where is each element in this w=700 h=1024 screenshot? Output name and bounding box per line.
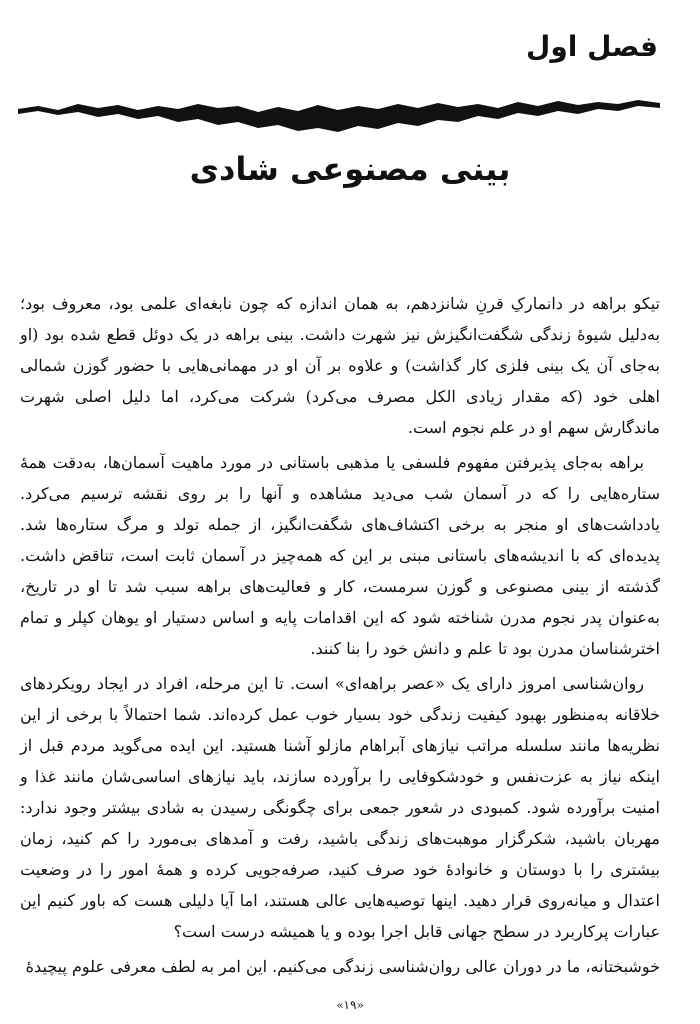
torn-paper-divider — [18, 92, 660, 138]
chapter-body — [20, 288, 660, 986]
paragraph: خوشبختانه، ما در دوران عالی روان‌شناسی زندگی می‌کنیم. این امر به لطف معرفی علوم پیچیدهٔ — [25, 957, 660, 976]
paragraph: روان‌شناسی امروز دارای یک «عصر براهه‌ای» است. تا این مرحله، افراد در ایجاد رویکردهای خلاقانه به‌منظور بهبود کیفیت زندگی خود بسیار خوب عمل کرده‌اند. شما احتمالاً با برخی از این نظریه‌ها مانند سلسله مراتب نیازهای آبراهام مازلو آشنا هستید. این ایده می‌گوید مردم قبل از اینکه نیاز به عزت‌نفس و خودشکوفایی را برآورده سازند، باید نیازهای اساسی‌شان مانند غذا و امنیت برآورده شود. کمبودی در شعور جمعی برای چگونگی رسیدن به شادی بیشتر وجود ندارد: مهربان باشید، شکرگزار موهبت‌های زندگی باشید، رفت و آمدهای بی‌مورد را کم کنید، زمان بیشتری را با دوستان و خانوادهٔ خود صرف کنید، صرفه‌جویی کرده و همهٔ امور را در وضعیت اعتدال و میانه‌روی قرار دهید. اینها توصیه‌هایی عالی هستند، اما آیا دلیلی هست که باور کنیم این عبارات پرکاربرد در سطح جهانی قابل اجرا بوده و یا همیشه درست است؟ — [20, 674, 660, 941]
chapter-label: فصل اول — [526, 30, 658, 63]
paragraph: تیکو براهه در دانمارکِ قرنِ شانزدهم، به همان اندازه که چون نابغه‌ای علمی بود، معروف بود؛ به‌دلیل شیوهٔ زندگی شگفت‌انگیزش نیز شهرت داشت. بینی براهه در یک دوئل قطع شده بود (او به‌جای آن یک بینی فلزی کار گذاشت) و علاوه بر آن او در مهمانی‌هایی با حضور گوزن شمالی اهلی خود (که مقدار زیادی الکل مصرف می‌کرد) شرکت می‌کرد، اما دلیل اصلی شهرت ماندگارش سهم او در علم نجوم است. — [20, 294, 661, 437]
paragraph: براهه به‌جای پذیرفتن مفهوم فلسفی یا مذهبی باستانی در مورد ماهیت آسمان‌ها، به‌دقت همهٔ ستاره‌هایی را که در آسمان شب می‌دید مشاهده و آنها را بر روی نقشه ترسیم می‌کرد. یادداشت‌های او منجر به برخی اکتشاف‌های شگفت‌انگیز، از جمله تولد و مرگ ستاره‌ها شد. پدیده‌ای که با اندیشه‌های باستانی مبنی بر این که همه‌چیز در آسمان ثابت است، تناقض داشت. گذشته از بینی مصنوعی و گوزن سرمست، کار و فعالیت‌های براهه سبب شد تا او در تاریخ، به‌عنوان پدر نجوم مدرن شناخته شود که این اقدامات پایه و اساس دستیار او یوهان کپلر و تمام اخترشناسان مدرن بود تا علم و دانش خود را بنا کنند. — [20, 453, 661, 658]
page-number: «۱۹» — [336, 998, 364, 1012]
chapter-title: بینی مصنوعی شادی — [189, 150, 511, 188]
